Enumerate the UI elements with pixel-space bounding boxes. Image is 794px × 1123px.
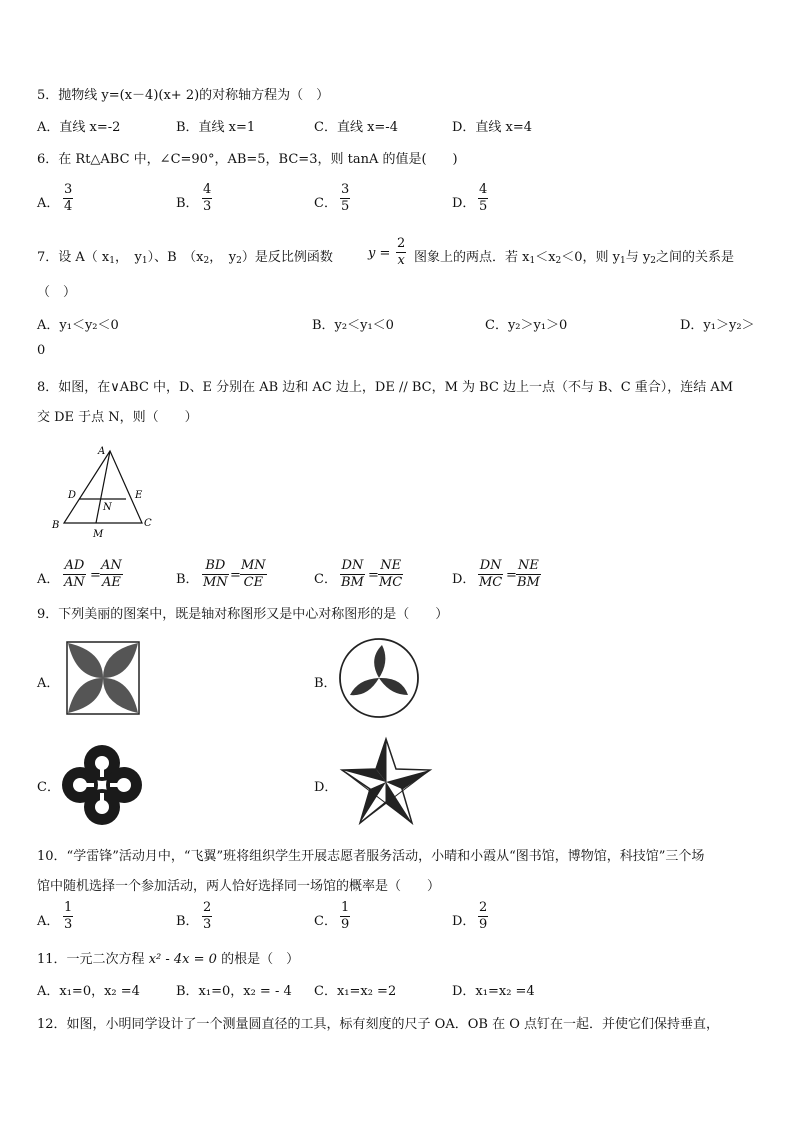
label-a: A (98, 446, 106, 457)
q6-option-d-label: D． (452, 196, 476, 211)
q7-stem-part: ）是反比例函数 (241, 250, 333, 265)
q7-stem (37, 246, 333, 266)
q9-figure-b-three-blade-icon (338, 637, 420, 719)
fraction-numerator: BD (202, 558, 229, 575)
q7-stem-part: ＜0，则 y (561, 250, 621, 265)
q9-option-d-label: D． (314, 780, 338, 795)
q7-option-d-wrap: 0 (37, 343, 46, 358)
q10-stem-line1: 10．“学雷锋”活动月中，“飞翼”班将组织学生开展志愿者服务活动，小晴和小霞从“图书馆，博物馆，科技馆”三个场 (37, 849, 705, 864)
fraction-numerator: 2 (203, 900, 212, 915)
fraction-numerator: 3 (341, 182, 350, 197)
q8-option-a-frac2 (100, 558, 123, 591)
q6-option-b-fraction (202, 182, 212, 215)
q11-option-a: A．x₁=0，x₂ =4 (37, 984, 140, 999)
q9-option-b-label: B． (314, 676, 337, 691)
q9-figure-d-star-icon (340, 737, 432, 827)
q8-option-b-frac2 (240, 558, 267, 591)
q7-function-fraction (396, 236, 406, 269)
q7-stem-part: ＜x (535, 250, 556, 265)
q7-stem-part: ， y (209, 250, 237, 265)
q6-option-c-fraction (340, 182, 350, 215)
q8-stem-line1: 8．如图，在∨ABC 中，D、E 分别在 AB 边和 AC 边上，DE // BC，M 为 BC 边上一点（不与 B、C 重合），连结 AM (37, 380, 734, 395)
q12-stem: 12．如图，小明同学设计了一个测量圆直径的工具，标有刻度的尺子 OA．OB 在 O 点钉在一起．并使它们保持垂直， (37, 1017, 719, 1032)
q5-stem: 5．抛物线 y=(x－4)(x+ 2)的对称轴方程为（ ） (37, 88, 330, 103)
fraction-numerator: NE (518, 558, 539, 573)
q9-stem: 9．下列美丽的图案中，既是轴对称图形又是中心对称图形的是（ ） (37, 607, 449, 622)
equals-sign: = (368, 568, 379, 583)
subscript: 2 (555, 256, 562, 266)
fraction-numerator: MN (241, 558, 266, 573)
q6-option-c-label: C． (314, 196, 337, 211)
q9-figure-a-petal-square-icon (66, 641, 140, 715)
equals-sign: = (230, 568, 241, 583)
q6-option-b-label: B． (176, 196, 199, 211)
subscript: 1 (620, 256, 626, 266)
fraction-numerator: 2 (397, 236, 406, 251)
fraction-denominator: 9 (479, 917, 488, 932)
fraction-numerator: 2 (479, 900, 488, 915)
q7-stem-part: 之间的关系是 (655, 250, 734, 265)
fraction-denominator: 3 (64, 917, 73, 932)
q8-option-c-frac1 (340, 558, 365, 591)
q11-stem-part: 的根是（ ） (221, 952, 300, 967)
q11-equation: x² - 4x = 0 (148, 952, 217, 967)
equals-sign: = (506, 568, 517, 583)
q8-option-a-label: A． (37, 572, 60, 587)
fraction-denominator: BM (341, 575, 364, 590)
fraction-numerator: 1 (341, 900, 350, 915)
fraction-denominator: AE (101, 575, 121, 590)
subscript: 2 (650, 256, 656, 266)
equals-sign: = (90, 568, 101, 583)
fraction-denominator: 5 (479, 199, 488, 214)
fraction-denominator: MC (479, 575, 503, 590)
q10-option-a-fraction (63, 900, 73, 933)
q8-triangle-figure (48, 443, 168, 543)
q6-option-d-fraction (478, 182, 488, 215)
subscript: 2 (236, 256, 242, 266)
q11-option-d: D．x₁=x₂ =4 (452, 984, 535, 999)
q8-option-c-frac2 (378, 558, 403, 591)
q7-stem-part: 7．设 A（ x (37, 250, 110, 265)
q5-option-b: B．直线 x=1 (176, 120, 256, 135)
fraction-denominator: MN (203, 575, 228, 590)
fraction-numerator: DN (341, 558, 364, 573)
fraction-numerator: AD (64, 558, 85, 573)
fraction-denominator: x (397, 253, 405, 268)
q8-option-a-frac1 (63, 558, 86, 591)
subscript: 1 (141, 256, 148, 266)
fraction-numerator: 4 (203, 182, 212, 197)
q10-option-c-fraction (340, 900, 350, 933)
q9-option-c-label: C． (37, 780, 60, 795)
subscript: 1 (529, 256, 536, 266)
fraction-numerator: NE (378, 558, 403, 575)
fraction-denominator: AN (64, 575, 85, 590)
q9-figure-c-swirl-icon (60, 743, 144, 827)
q7-option-c: C．y₂＞y₁＞0 (485, 318, 568, 333)
q11-stem (37, 948, 299, 967)
fraction-denominator: CE (243, 575, 264, 590)
q7-stem-part: ， y (115, 250, 142, 265)
label-b: B (52, 520, 60, 531)
q8-option-d-frac2 (516, 558, 541, 591)
q11-option-c: C．x₁=x₂ =2 (314, 984, 397, 999)
fraction-numerator: 1 (64, 900, 73, 915)
q7-stem-part: ）、B （x (147, 250, 204, 265)
q8-option-c-label: C． (314, 572, 337, 587)
q7-function-y: y = (368, 246, 391, 261)
q10-option-d-label: D． (452, 914, 476, 929)
q10-option-b-fraction (202, 900, 212, 933)
q7-stem-tail (414, 246, 734, 266)
subscript: 1 (109, 256, 115, 266)
fraction-denominator: 3 (203, 199, 212, 214)
q7-option-d: D．y₁＞y₂＞ (680, 318, 755, 333)
q10-option-d-fraction (478, 900, 488, 933)
q10-option-b-label: B． (176, 914, 199, 929)
q8-option-d-label: D． (452, 572, 476, 587)
fraction-denominator: 4 (64, 199, 73, 214)
fraction-numerator: DN (479, 558, 502, 573)
q8-option-b-frac1 (202, 558, 229, 591)
fraction-numerator: 4 (479, 182, 488, 197)
fraction-numerator: AN (101, 558, 122, 573)
q8-stem-line2: 交 DE 于点 N，则（ ） (37, 410, 198, 425)
q11-option-b: B．x₁=0，x₂ = - 4 (176, 984, 292, 999)
q7-option-a: A．y₁＜y₂＜0 (37, 318, 119, 333)
fraction-denominator: 9 (341, 917, 350, 932)
q10-option-a-label: A． (37, 914, 60, 929)
q6-stem: 6．在 Rt△ABC 中，∠C=90°，AB=5，BC=3，则 tanA 的值是( ) (37, 152, 458, 167)
fraction-denominator: BM (517, 575, 540, 590)
q9-option-a-label: A． (37, 676, 60, 691)
q11-stem-part: 11．一元二次方程 (37, 952, 145, 967)
subscript: 2 (203, 256, 210, 266)
q5-option-d: D．直线 x=4 (452, 120, 533, 135)
q6-option-a-fraction (63, 182, 73, 215)
q8-option-d-frac1 (478, 558, 503, 591)
q6-option-a-label: A． (37, 196, 60, 211)
q10-stem-line2: 馆中随机选择一个参加活动，两人恰好选择同一场馆的概率是（ ） (37, 879, 441, 894)
q5-option-a: A．直线 x=-2 (37, 120, 121, 135)
label-c: C (144, 518, 152, 529)
q7-stem-part: 图象上的两点．若 x (414, 250, 530, 265)
fraction-denominator: 3 (203, 917, 212, 932)
q7-option-b: B．y₂＜y₁＜0 (312, 318, 394, 333)
q5-option-c: C．直线 x=-4 (314, 120, 398, 135)
label-e: E (135, 490, 143, 501)
q8-option-b-label: B． (176, 572, 199, 587)
q7-stem-paren: （ ） (37, 285, 77, 300)
q7-stem-part: 与 y (625, 250, 651, 265)
fraction-denominator: MC (379, 575, 403, 590)
label-m: M (93, 529, 104, 540)
fraction-numerator: 3 (64, 182, 73, 197)
q10-option-c-label: C． (314, 914, 337, 929)
fraction-denominator: 5 (341, 199, 350, 214)
label-n: N (103, 502, 112, 513)
label-d: D (68, 490, 77, 501)
